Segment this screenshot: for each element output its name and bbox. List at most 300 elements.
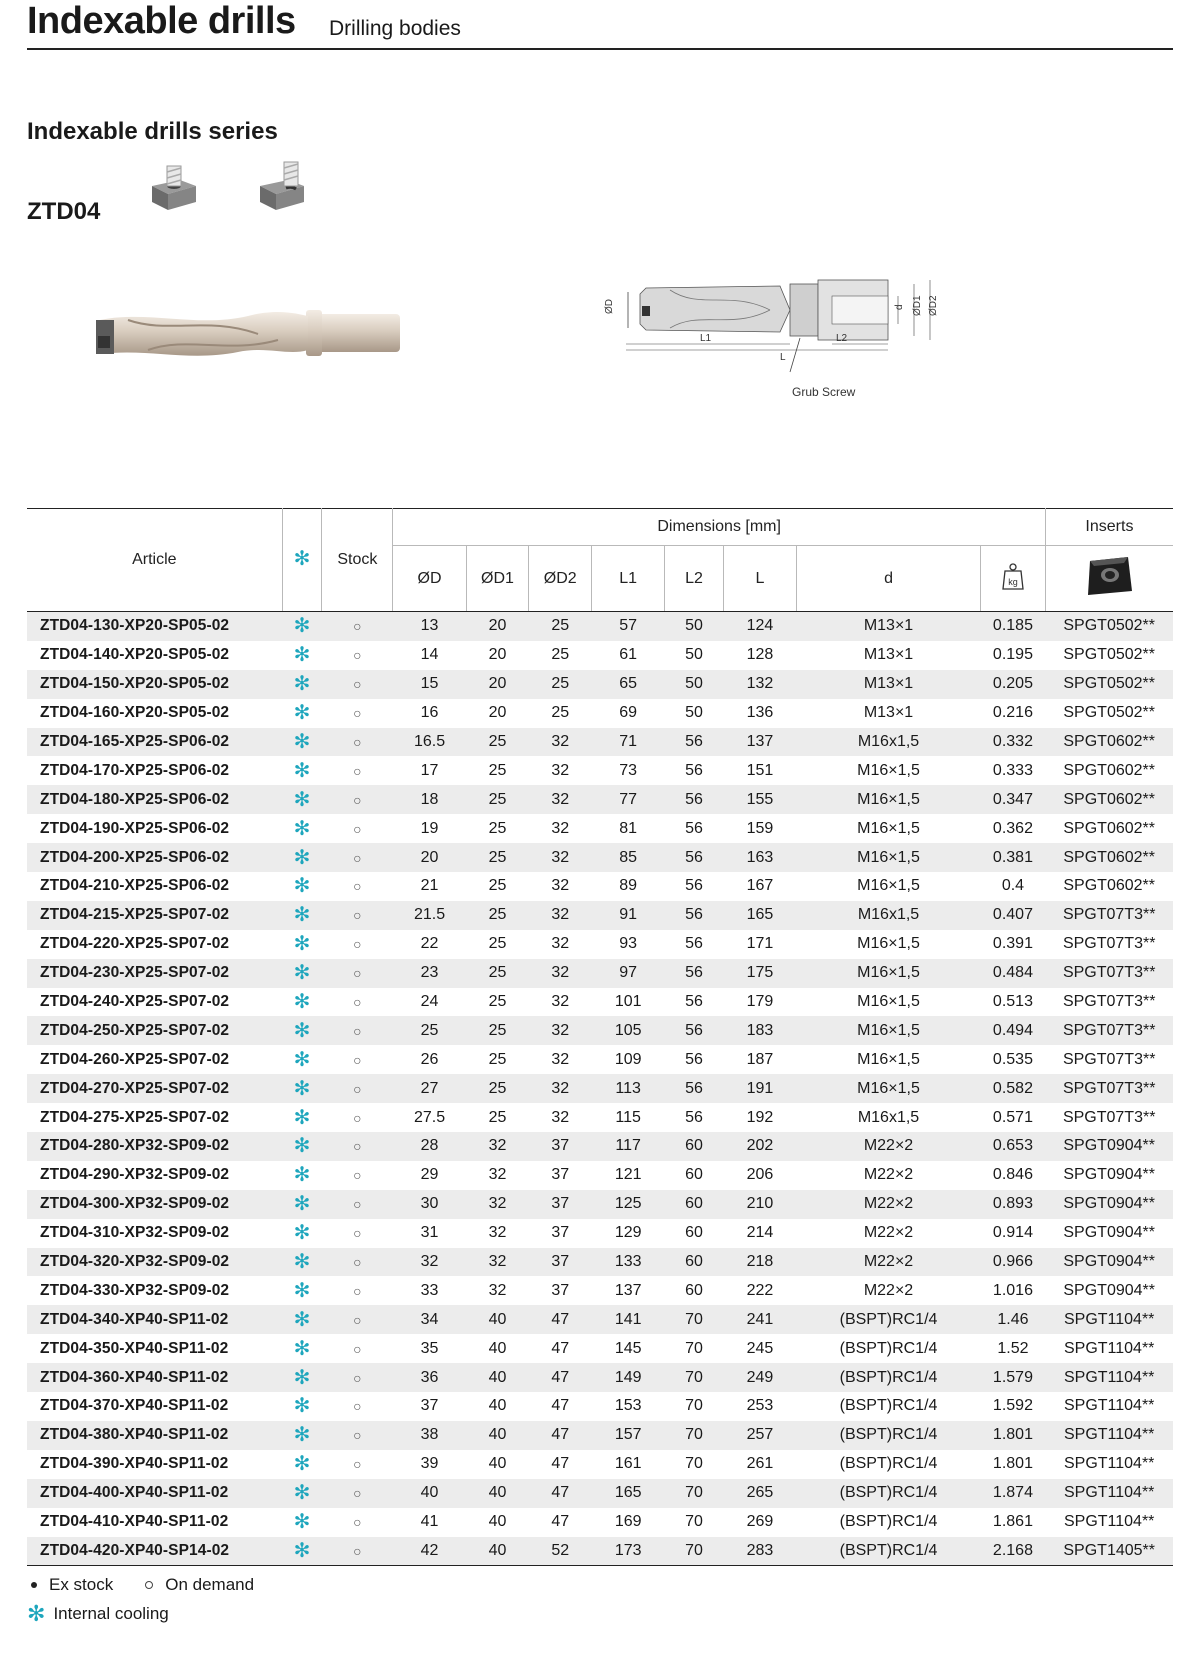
cell-d1: 32 [488, 1224, 507, 1242]
drill-photo [88, 306, 408, 366]
cell-d1: 40 [488, 1339, 507, 1357]
cell-d: 36 [393, 1363, 466, 1392]
header-L1: L1 [592, 546, 665, 612]
cell-cooling-icon: ✻ [293, 1453, 311, 1476]
cell-cooling-icon: ✻ [282, 1305, 322, 1334]
cell-l1: 141 [592, 1305, 665, 1334]
L-label: L [780, 352, 786, 363]
cell-cooling-icon: ✻ [282, 670, 322, 699]
legend-internal-cooling: Internal cooling [53, 1603, 169, 1623]
cell-d2: 32 [529, 1016, 592, 1045]
cell-d2: 32 [551, 819, 570, 837]
cell-d2: 32 [551, 1050, 570, 1068]
cell-d1: 25 [466, 1074, 529, 1103]
cell-cooling-icon: ✻ [293, 644, 311, 667]
cell-l: 183 [723, 1016, 796, 1045]
cell-d2: 37 [529, 1132, 592, 1161]
table-row [27, 1392, 1173, 1421]
cell-insert: SPGT0602** [1063, 819, 1155, 837]
cell-insert: SPGT07T3** [1045, 1074, 1173, 1103]
cell-l: 155 [723, 785, 796, 814]
cell-l: 218 [723, 1248, 796, 1277]
cell-l1: 57 [592, 612, 665, 641]
cell-w: 0.332 [981, 728, 1046, 757]
table-row [27, 1334, 1173, 1363]
cell-d2: 32 [529, 901, 592, 930]
cell-stock: ○ [322, 1016, 393, 1045]
weight-icon [1002, 562, 1024, 590]
table-row [27, 988, 1173, 1017]
table-row [27, 1132, 1173, 1161]
cell-d: M22×2 [863, 1281, 914, 1299]
cell-d2: 32 [529, 1074, 592, 1103]
cell-d: M13×1 [863, 704, 914, 722]
cell-d: (BSPT)RC1/4 [797, 1305, 981, 1334]
cell-insert: SPGT1104** [1045, 1421, 1173, 1450]
cell-stock: ○ [353, 820, 362, 837]
cell-d: M13×1 [797, 670, 981, 699]
cell-insert: SPGT1104** [1045, 1363, 1173, 1392]
cell-l: 187 [746, 1050, 774, 1068]
cell-stock: ○ [353, 1167, 362, 1184]
cell-d1: 20 [488, 646, 507, 664]
cell-w: 1.016 [992, 1281, 1033, 1299]
cell-article: ZTD04-340-XP40-SP11-02 [27, 1305, 282, 1334]
cell-d1: 20 [466, 612, 529, 641]
D-label: ØD [604, 299, 615, 314]
cell-l2: 60 [665, 1248, 724, 1277]
d-label: d [894, 304, 905, 310]
cell-article: ZTD04-230-XP25-SP07-02 [27, 959, 282, 988]
cell-d2: 32 [551, 1108, 570, 1126]
cell-d2: 32 [529, 785, 592, 814]
cell-d: M16×1,5 [857, 877, 920, 895]
cell-cooling-icon: ✻ [282, 1132, 322, 1161]
cell-article: ZTD04-420-XP40-SP14-02 [27, 1537, 282, 1566]
cell-l1: 121 [614, 1166, 642, 1184]
cell-d: (BSPT)RC1/4 [797, 1421, 981, 1450]
cell-l2: 56 [665, 901, 724, 930]
table-row [27, 756, 1173, 785]
cell-w: 2.168 [981, 1537, 1046, 1566]
header-dimensions: Dimensions [mm] [393, 509, 1045, 546]
cell-stock: ○ [322, 1074, 393, 1103]
cell-l1: 71 [592, 728, 665, 757]
header-weight [981, 546, 1046, 612]
cell-cooling-icon: ✻ [282, 843, 322, 872]
cell-l1: 91 [592, 901, 665, 930]
cell-insert: SPGT07T3** [1062, 993, 1156, 1011]
cell-insert: SPGT0904** [1063, 1281, 1155, 1299]
D1-label: ØD1 [912, 295, 923, 316]
cell-l: 124 [723, 612, 796, 641]
table-row [27, 1508, 1173, 1537]
cell-l1: 157 [592, 1421, 665, 1450]
table-row [27, 1045, 1173, 1074]
cell-l1: 165 [592, 1479, 665, 1508]
cell-d2: 47 [529, 1421, 592, 1450]
table-row [27, 1103, 1173, 1132]
header-insert-image [1045, 546, 1173, 612]
cell-d2: 32 [551, 993, 570, 1011]
cell-cooling-icon: ✻ [293, 875, 311, 898]
cell-d1: 40 [488, 1397, 507, 1415]
cell-d1: 32 [488, 1281, 507, 1299]
cell-stock: ○ [322, 612, 393, 641]
cell-cooling-icon: ✻ [293, 933, 311, 956]
cell-l2: 70 [665, 1421, 724, 1450]
cell-d2: 37 [551, 1224, 570, 1242]
cell-d2: 25 [551, 646, 570, 664]
cell-d1: 25 [488, 1050, 507, 1068]
cell-stock: ○ [353, 1514, 362, 1531]
cell-d1: 32 [466, 1132, 529, 1161]
table-row [27, 1190, 1173, 1219]
cell-article: ZTD04-170-XP25-SP06-02 [40, 761, 230, 779]
cell-l2: 56 [665, 728, 724, 757]
cell-d: 19 [420, 819, 439, 837]
table-row [27, 930, 1173, 959]
cell-l2: 50 [685, 646, 703, 664]
page-header [27, 0, 1173, 50]
cell-l1: 137 [614, 1281, 642, 1299]
cell-l2: 50 [685, 704, 703, 722]
cell-l: 191 [723, 1074, 796, 1103]
header-D2: ØD2 [529, 546, 592, 612]
cell-d: 33 [420, 1281, 439, 1299]
table-row [27, 785, 1173, 814]
header-L: L [723, 546, 796, 612]
table-row [27, 1421, 1173, 1450]
cell-article: ZTD04-410-XP40-SP11-02 [40, 1513, 229, 1531]
cell-d: M22×2 [797, 1248, 981, 1277]
cell-d: 29 [420, 1166, 439, 1184]
cell-l2: 56 [685, 761, 703, 779]
cell-d: 31 [420, 1224, 439, 1242]
table-row [27, 1305, 1173, 1334]
cell-article: ZTD04-270-XP25-SP07-02 [27, 1074, 282, 1103]
cell-cooling-icon: ✻ [282, 1363, 322, 1392]
cell-l1: 61 [619, 646, 638, 664]
cell-l2: 70 [685, 1455, 703, 1473]
cell-l1: 97 [592, 959, 665, 988]
cell-stock: ○ [353, 1109, 362, 1126]
cell-d: 27 [393, 1074, 466, 1103]
L2-label: L2 [836, 333, 848, 344]
cell-w: 0.185 [981, 612, 1046, 641]
cell-l1: 81 [619, 819, 638, 837]
cell-l: 137 [723, 728, 796, 757]
cell-stock: ○ [353, 994, 362, 1011]
cell-d1: 32 [466, 1190, 529, 1219]
cell-d2: 25 [551, 704, 570, 722]
cell-d: 32 [393, 1248, 466, 1277]
cell-d2: 47 [551, 1455, 570, 1473]
cell-d1: 40 [488, 1455, 507, 1473]
table-row [27, 1479, 1173, 1508]
cell-article: ZTD04-370-XP40-SP11-02 [40, 1397, 229, 1415]
cell-w: 0.914 [992, 1224, 1033, 1242]
cell-w: 0.582 [981, 1074, 1046, 1103]
cell-cooling-icon: ✻ [282, 1190, 322, 1219]
cell-insert: SPGT1104** [1063, 1513, 1155, 1531]
insert-icon [1084, 553, 1134, 599]
cell-d1: 25 [488, 877, 507, 895]
cell-d: 15 [393, 670, 466, 699]
cell-d: 28 [393, 1132, 466, 1161]
cell-stock: ○ [353, 1398, 362, 1415]
cell-insert: SPGT0904** [1045, 1190, 1173, 1219]
cell-insert: SPGT0602** [1045, 728, 1173, 757]
cell-l1: 69 [619, 704, 638, 722]
cell-l2: 56 [685, 935, 703, 953]
cell-cooling-icon: ✻ [282, 1421, 322, 1450]
cell-stock: ○ [353, 1282, 362, 1299]
cell-d1: 25 [488, 1108, 507, 1126]
cell-l: 159 [746, 819, 774, 837]
cell-d2: 32 [529, 728, 592, 757]
cell-stock: ○ [322, 728, 393, 757]
cell-insert: SPGT0502** [1045, 612, 1173, 641]
cell-d: 13 [393, 612, 466, 641]
cell-l1: 145 [614, 1339, 642, 1357]
cell-stock: ○ [322, 1132, 393, 1161]
cell-article: ZTD04-390-XP40-SP11-02 [40, 1455, 229, 1473]
cell-w: 0.216 [992, 704, 1033, 722]
cell-stock: ○ [322, 1421, 393, 1450]
cell-article: ZTD04-140-XP20-SP05-02 [40, 646, 230, 664]
cell-insert: SPGT0502** [1063, 704, 1155, 722]
table-row [27, 901, 1173, 930]
cell-cooling-icon: ✻ [282, 1537, 322, 1566]
drilling-application-icon [150, 164, 198, 214]
cell-d: 39 [420, 1455, 439, 1473]
cell-w: 0.571 [992, 1108, 1033, 1126]
cell-d: 21 [420, 877, 439, 895]
cell-stock: ○ [322, 1248, 393, 1277]
header-article: Article [27, 509, 282, 612]
cell-l: 175 [723, 959, 796, 988]
cell-article: ZTD04-200-XP25-SP06-02 [27, 843, 282, 872]
cell-insert: SPGT0502** [1063, 646, 1155, 664]
cell-d: 14 [420, 646, 439, 664]
cell-l1: 129 [614, 1224, 642, 1242]
cell-d: M16×1,5 [797, 843, 981, 872]
cell-w: 1.579 [981, 1363, 1046, 1392]
cell-l: 245 [746, 1339, 774, 1357]
cell-l2: 56 [665, 1074, 724, 1103]
cell-d2: 37 [551, 1281, 570, 1299]
cell-d: 42 [393, 1537, 466, 1566]
cell-l: 269 [746, 1513, 774, 1531]
cell-l1: 173 [592, 1537, 665, 1566]
cell-l2: 56 [665, 959, 724, 988]
cell-l2: 56 [665, 1016, 724, 1045]
cell-cooling-icon: ✻ [293, 817, 311, 840]
cell-article: ZTD04-220-XP25-SP07-02 [40, 935, 230, 953]
table-row [27, 728, 1173, 757]
cell-d: 16.5 [393, 728, 466, 757]
cell-article: ZTD04-260-XP25-SP07-02 [40, 1050, 230, 1068]
cell-w: 0.484 [981, 959, 1046, 988]
cell-d: M16x1,5 [797, 901, 981, 930]
cell-insert: SPGT1104** [1063, 1397, 1155, 1415]
header-stock: Stock [322, 509, 393, 612]
cell-w: 0.653 [981, 1132, 1046, 1161]
cell-d: 17 [420, 761, 439, 779]
cell-d: 30 [393, 1190, 466, 1219]
cell-insert: SPGT1104** [1045, 1479, 1173, 1508]
cell-l1: 153 [614, 1397, 642, 1415]
cell-insert: SPGT0602** [1045, 785, 1173, 814]
cell-stock: ○ [322, 901, 393, 930]
cell-cooling-icon: ✻ [282, 612, 322, 641]
cell-l2: 70 [665, 1479, 724, 1508]
cell-l1: 169 [614, 1513, 642, 1531]
cell-cooling-icon: ✻ [293, 991, 311, 1014]
cell-d1: 25 [488, 993, 507, 1011]
cell-insert: SPGT0904** [1063, 1166, 1155, 1184]
cell-d: 16 [420, 704, 439, 722]
cell-l2: 56 [685, 877, 703, 895]
cell-d: (BSPT)RC1/4 [797, 1363, 981, 1392]
cell-d: (BSPT)RC1/4 [797, 1537, 981, 1566]
cell-l1: 77 [592, 785, 665, 814]
cell-w: 1.861 [992, 1513, 1033, 1531]
cell-stock: ○ [353, 705, 362, 722]
cell-l: 165 [723, 901, 796, 930]
cell-l: 265 [723, 1479, 796, 1508]
cell-article: ZTD04-190-XP25-SP06-02 [40, 819, 230, 837]
cell-d: 24 [420, 993, 439, 1011]
legend [27, 1570, 254, 1628]
cell-d: 21.5 [393, 901, 466, 930]
cell-w: 1.874 [981, 1479, 1046, 1508]
cell-d: 18 [393, 785, 466, 814]
cell-cooling-icon: ✻ [282, 1074, 322, 1103]
cell-w: 0.381 [981, 843, 1046, 872]
cell-article: ZTD04-300-XP32-SP09-02 [27, 1190, 282, 1219]
cell-l2: 70 [685, 1513, 703, 1531]
legend-ex-stock: Ex stock [49, 1574, 114, 1594]
cell-article: ZTD04-275-XP25-SP07-02 [40, 1108, 230, 1126]
cell-d: 34 [393, 1305, 466, 1334]
cell-d: M22×2 [797, 1132, 981, 1161]
cell-d: 35 [420, 1339, 439, 1357]
cell-w: 0.362 [992, 819, 1033, 837]
cell-l: 257 [723, 1421, 796, 1450]
cell-l1: 105 [592, 1016, 665, 1045]
cell-cooling-icon: ✻ [293, 1164, 311, 1187]
cell-d: M16x1,5 [797, 728, 981, 757]
cell-cooling-icon: ✻ [293, 1279, 311, 1302]
cell-d1: 32 [466, 1248, 529, 1277]
cell-stock: ○ [322, 1363, 393, 1392]
cell-l2: 56 [665, 785, 724, 814]
L1-label: L1 [700, 333, 712, 344]
cell-l1: 125 [592, 1190, 665, 1219]
cell-l: 210 [723, 1190, 796, 1219]
cell-l: 253 [746, 1397, 774, 1415]
cell-l: 151 [746, 761, 774, 779]
cell-d1: 40 [466, 1479, 529, 1508]
cell-stock: ○ [322, 843, 393, 872]
cell-d2: 32 [551, 877, 570, 895]
cell-article: ZTD04-290-XP32-SP09-02 [40, 1166, 230, 1184]
cell-stock: ○ [353, 1456, 362, 1473]
cell-l1: 113 [592, 1074, 665, 1103]
table-row [27, 1161, 1173, 1190]
cell-cooling-icon: ✻ [282, 728, 322, 757]
on-demand-ring-icon [145, 1581, 153, 1589]
header-cooling [282, 509, 322, 612]
cell-d: M16×1,5 [797, 959, 981, 988]
cell-l: 163 [723, 843, 796, 872]
cell-d1: 25 [466, 901, 529, 930]
legend-on-demand: On demand [165, 1574, 255, 1594]
cell-w: 0.494 [981, 1016, 1046, 1045]
cell-article: ZTD04-320-XP32-SP09-02 [27, 1248, 282, 1277]
table-row [27, 1248, 1173, 1277]
cell-article: ZTD04-210-XP25-SP06-02 [40, 877, 230, 895]
cell-d: 37 [420, 1397, 439, 1415]
cell-d: M16×1,5 [857, 819, 920, 837]
table-row [27, 1363, 1173, 1392]
page-title: Indexable drills [27, 0, 296, 42]
cell-article: ZTD04-380-XP40-SP11-02 [27, 1421, 282, 1450]
cell-d: 23 [393, 959, 466, 988]
cell-l2: 70 [665, 1305, 724, 1334]
cell-article: ZTD04-130-XP20-SP05-02 [27, 612, 282, 641]
cell-l: 179 [746, 993, 774, 1011]
cell-article: ZTD04-400-XP40-SP11-02 [27, 1479, 282, 1508]
cell-d: M13×1 [797, 612, 981, 641]
cell-w: 0.347 [981, 785, 1046, 814]
cell-d: M13×1 [863, 646, 914, 664]
cell-stock: ○ [353, 1051, 362, 1068]
cell-l1: 133 [592, 1248, 665, 1277]
cell-d: M16×1,5 [857, 1050, 920, 1068]
cell-d1: 40 [488, 1513, 507, 1531]
cell-w: 0.333 [992, 761, 1033, 779]
cell-l1: 65 [592, 670, 665, 699]
cell-d: (BSPT)RC1/4 [797, 1479, 981, 1508]
cell-w: 0.4 [1001, 877, 1025, 895]
cell-l1: 161 [614, 1455, 642, 1473]
cell-d2: 47 [529, 1305, 592, 1334]
cell-d: M16×1,5 [797, 1074, 981, 1103]
cooling-icon: ✻ [293, 548, 311, 570]
cell-l2: 70 [685, 1397, 703, 1415]
cell-l2: 56 [685, 819, 703, 837]
cell-insert: SPGT07T3** [1062, 1108, 1156, 1126]
cell-d2: 47 [529, 1363, 592, 1392]
cell-l2: 56 [685, 993, 703, 1011]
cell-stock: ○ [322, 1537, 393, 1566]
cell-cooling-icon: ✻ [282, 785, 322, 814]
table-row [27, 1450, 1173, 1479]
cell-cooling-icon: ✻ [282, 901, 322, 930]
table-row [27, 1016, 1173, 1045]
cell-d: 20 [393, 843, 466, 872]
cell-stock: ○ [353, 1340, 362, 1357]
cell-d: (BSPT)RC1/4 [839, 1455, 938, 1473]
table-row [27, 814, 1173, 843]
cell-l1: 115 [615, 1108, 641, 1126]
cell-l1: 85 [592, 843, 665, 872]
cell-insert: SPGT1104** [1063, 1339, 1155, 1357]
dimension-drawing [604, 280, 980, 380]
